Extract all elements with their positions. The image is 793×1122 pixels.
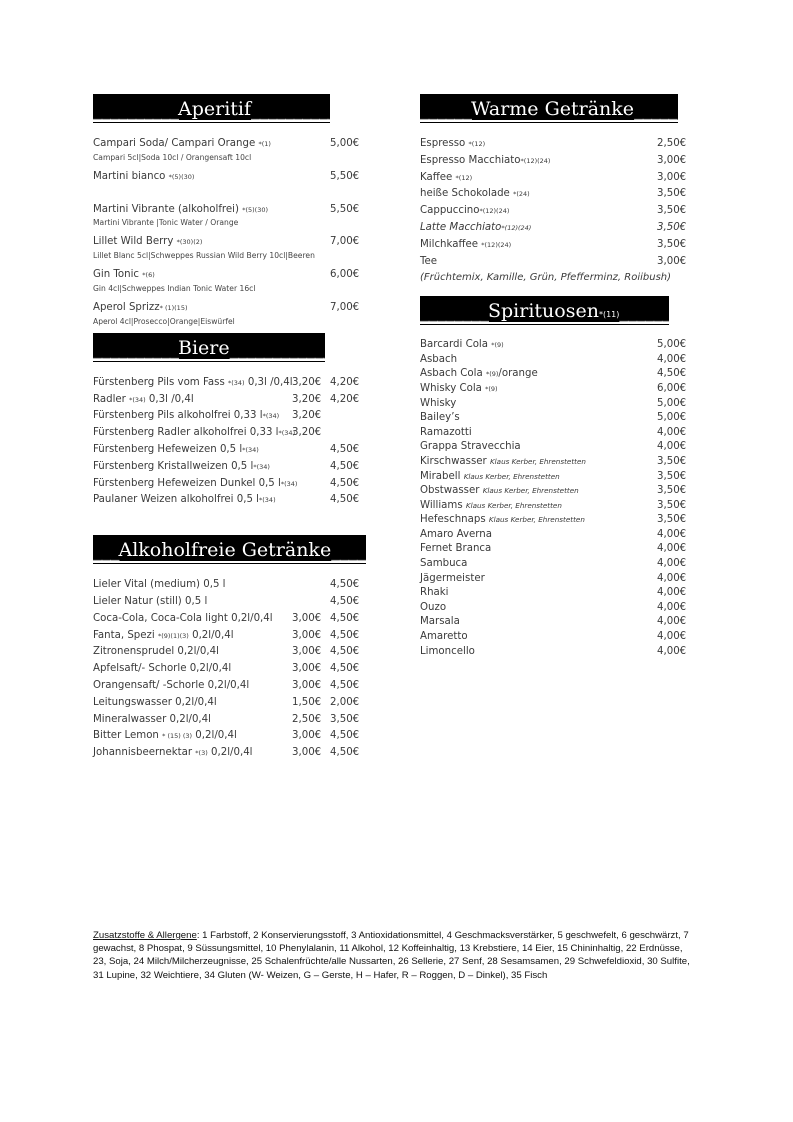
spirits-title-codes: *(11) [598, 310, 620, 320]
item-price: 3,50€ [657, 514, 687, 526]
alkoholfrei-title: Alkoholfreie Getränke [118, 539, 332, 562]
warm-list [420, 136, 695, 270]
item-name: Lieler Vital (medium) 0,5 l [93, 579, 226, 591]
spirits-row [420, 338, 695, 353]
item-description: Martini Vibrante |Tonic Water / Orange [93, 218, 239, 228]
allergen-codes: *(12) [468, 140, 486, 148]
item-price: 7,00€ [330, 236, 360, 248]
item-price: 4,00€ [657, 645, 687, 657]
item-name: Jägermeister [420, 572, 485, 584]
item-size: 0,2l/0,4l [192, 730, 237, 742]
item-name: Whisky Cola [420, 382, 486, 394]
item-name: Fürstenberg Kristallweizen 0,5 l [93, 460, 254, 472]
spirits-row [420, 572, 695, 587]
item-name: Martini bianco [93, 170, 169, 182]
item-name: Grappa Stravecchia [420, 441, 521, 453]
aperitif-row [93, 300, 373, 317]
allergen-codes: * (15) (3) [162, 732, 193, 741]
spirits-row [420, 411, 695, 426]
item-price: 3,50€ [657, 455, 687, 467]
item-name: Johannisbeernektar [93, 747, 196, 759]
warm-row [420, 254, 695, 271]
spirits-row [420, 542, 695, 557]
allergen-codes: *(9) [485, 384, 498, 393]
item-name: Coca-Cola, Coca-Cola light 0,2l/0,4l [93, 612, 273, 624]
item-name: Apfelsaft/- Schorle 0,2l/0,4l [93, 663, 232, 675]
allergen-codes: *(1) [258, 140, 271, 148]
alkoholfrei-row [93, 611, 373, 628]
item-name: Cappuccino [420, 205, 480, 217]
item-price: 4,00€ [657, 616, 687, 628]
spirits-row [420, 586, 695, 601]
item-price-small: 3,00€ [292, 730, 322, 742]
item-price: 5,00€ [330, 138, 360, 149]
allergen-footnote [93, 929, 693, 982]
item-description: Gin 4cl|Schweppes Indian Tonic Water 16cl [93, 283, 256, 293]
spirits-row [420, 601, 695, 616]
spirits-row [420, 382, 695, 397]
spirits-row [420, 426, 695, 441]
item-name: Barcardi Cola [420, 339, 492, 351]
item-note: Klaus Kerber, Ehrenstetten [488, 515, 585, 525]
item-price-small: 3,20€ [292, 393, 322, 405]
aperitif-title: Aperitif [178, 98, 252, 120]
warm-row [420, 153, 695, 170]
aperitif-item [93, 300, 373, 326]
item-price-small: 3,00€ [292, 663, 322, 675]
item-price-large: 4,20€ [330, 393, 360, 405]
allergen-codes: *(12)(24) [481, 240, 512, 249]
item-name: Sambuca [420, 558, 468, 570]
item-price: 2,50€ [657, 138, 687, 149]
biere-row [93, 459, 373, 476]
item-name: Campari Soda/ Campari Orange [93, 138, 259, 149]
item-price-small: 2,50€ [292, 713, 322, 725]
item-name: Fürstenberg Pils vom Fass [93, 376, 228, 388]
alkoholfrei-row [93, 678, 373, 695]
item-name: Williams [420, 499, 466, 511]
item-name: Asbach [420, 353, 458, 365]
item-price-small: 1,50€ [292, 696, 322, 708]
item-price-small: 3,20€ [292, 427, 322, 439]
item-description: Lillet Blanc 5cl|Schweppes Russian Wild Berry 10cl|Beeren [93, 251, 315, 261]
item-note: /orange [498, 368, 538, 380]
alkoholfrei-list [93, 577, 373, 762]
item-name: Hefeschnaps [420, 514, 489, 526]
biere-row [93, 375, 373, 392]
item-name: Leitungswasser 0,2l/0,4l [93, 696, 217, 708]
allergen-codes: *(9) [491, 341, 504, 350]
item-price-small: 3,00€ [292, 612, 322, 624]
item-price-large: 4,50€ [330, 679, 360, 691]
aperitif-header: __________Aperitif__________ [93, 94, 330, 122]
item-note: Klaus Kerber, Ehrenstetten [465, 500, 562, 510]
item-name: heiße Schokolade [420, 188, 514, 200]
allergen-codes: *(12)(24) [501, 223, 532, 232]
warm-row [420, 203, 695, 220]
biere-row [93, 408, 373, 425]
item-name: Orangensaft/ -Schorle 0,2l/0,4l [93, 679, 250, 691]
item-name: Zitronensprudel 0,2l/0,4l [93, 646, 219, 658]
item-price: 4,00€ [657, 572, 687, 584]
item-size: 0,3l /0,4l [244, 376, 293, 388]
spirits-row [420, 440, 695, 455]
item-price-small: 3,00€ [292, 747, 322, 759]
allergen-codes: *(34) [228, 378, 245, 387]
spirits-row [420, 630, 695, 645]
item-price: 3,50€ [657, 188, 687, 200]
warm-row [420, 136, 695, 153]
item-price: 3,50€ [657, 470, 687, 482]
allergen-codes: *(12)(24) [479, 207, 510, 216]
alkoholfrei-header: ___Alkoholfreie Getränke____ [93, 535, 366, 563]
item-price-large: 4,50€ [330, 460, 360, 472]
item-name: Espresso [420, 138, 469, 149]
item-price-large: 4,50€ [330, 663, 360, 675]
item-price-small: 3,00€ [292, 629, 322, 641]
item-description: Aperol 4cl|Prosecco|Orange|Eiswürfel [93, 316, 235, 326]
item-price: 3,50€ [657, 238, 687, 250]
allergen-codes: *(34) [129, 395, 146, 404]
item-price: 5,00€ [657, 397, 687, 409]
item-price: 4,00€ [657, 543, 687, 555]
biere-row [93, 492, 373, 509]
spirits-row [420, 528, 695, 543]
spirits-row [420, 557, 695, 572]
item-price: 3,50€ [657, 485, 687, 497]
item-price-small: 3,20€ [292, 410, 322, 422]
item-name: Fürstenberg Radler alkoholfrei 0,33 l [93, 427, 279, 439]
spirits-row [420, 397, 695, 412]
allergen-footnote-lead: Zusatzstoffe & Allergene [93, 930, 197, 941]
item-price-large: 4,50€ [330, 595, 360, 607]
item-price: 6,00€ [330, 269, 360, 281]
biere-header: __________Biere____________ [93, 333, 325, 361]
item-note: Klaus Kerber, Ehrenstetten [489, 456, 586, 466]
item-name: Whisky [420, 397, 457, 409]
aperitif-item [93, 267, 373, 293]
warm-header: ______Warme Getränke_____ [420, 94, 678, 122]
aperitif-list [93, 136, 373, 326]
item-name: Fürstenberg Hefeweizen Dunkel 0,5 l [93, 477, 281, 489]
item-name: Bitter Lemon [93, 730, 163, 742]
item-price: 5,50€ [330, 203, 360, 215]
allergen-codes: * (1)(15) [159, 303, 188, 312]
allergen-codes: *(3) [195, 749, 208, 758]
item-name: Tee [420, 255, 438, 267]
item-name: Rhaki [420, 587, 449, 599]
item-price-large: 4,50€ [330, 579, 360, 591]
allergen-codes: *(24) [513, 190, 530, 199]
item-note: Klaus Kerber, Ehrenstetten [482, 486, 579, 496]
biere-list [93, 375, 373, 509]
item-price-large: 4,50€ [330, 494, 360, 506]
alkoholfrei-row [93, 594, 373, 611]
spirits-list [420, 338, 695, 659]
spirits-row [420, 367, 695, 382]
spirits-row [420, 513, 695, 528]
item-price: 4,00€ [657, 528, 687, 540]
item-name: Paulaner Weizen alkoholfrei 0,5 l [93, 494, 260, 506]
spirits-header: ________Spirituosen*(11)_________ [420, 296, 669, 324]
warm-row [420, 170, 695, 187]
allergen-codes: *(9) [485, 370, 499, 379]
item-name: Fanta, Spezi [93, 629, 158, 641]
spirits-row [420, 484, 695, 499]
allergen-codes: *(9)(1)(3) [157, 631, 189, 640]
alkoholfrei-row [93, 628, 373, 645]
allergen-codes: *(12)(24) [520, 156, 551, 165]
item-price: 7,00€ [330, 301, 360, 313]
aperitif-row [93, 136, 373, 153]
item-name: Fürstenberg Pils alkoholfrei 0,33 l [93, 410, 263, 422]
biere-row [93, 476, 373, 493]
item-name: Marsala [420, 616, 460, 628]
allergen-codes: *(5)(30) [242, 205, 269, 214]
item-name: Fernet Branca [420, 543, 492, 555]
item-name: Milchkaffee [420, 238, 482, 250]
item-name: Limoncello [420, 645, 475, 657]
item-size: 0,3l /0,4l [145, 393, 194, 405]
spirits-row [420, 470, 695, 485]
alkoholfrei-row [93, 728, 373, 745]
allergen-codes: *(6) [142, 271, 155, 280]
alkoholfrei-row [93, 644, 373, 661]
spirits-row [420, 615, 695, 630]
aperitif-item [93, 169, 373, 186]
spirits-row [420, 353, 695, 368]
biere-row [93, 442, 373, 459]
warm-row [420, 186, 695, 203]
alkoholfrei-row [93, 695, 373, 712]
item-name: Gin Tonic [93, 269, 143, 281]
aperitif-row [93, 202, 373, 219]
item-price: 4,00€ [657, 441, 687, 453]
item-name: Amaretto [420, 631, 468, 643]
alkoholfrei-row [93, 577, 373, 594]
item-name: Espresso Macchiato [420, 154, 521, 166]
item-price-large: 4,50€ [330, 477, 360, 489]
item-name: Mineralwasser 0,2l/0,4l [93, 713, 211, 725]
item-price-large: 4,50€ [330, 612, 360, 624]
item-name: Amaro Averna [420, 528, 492, 540]
item-price-large: 3,50€ [330, 713, 360, 725]
warm-title: Warme Getränke [471, 98, 635, 120]
item-name: Bailey’s [420, 412, 460, 424]
item-name: Asbach Cola [420, 368, 486, 380]
item-name: Latte Macchiato [420, 221, 502, 233]
item-price-large: 4,50€ [330, 629, 360, 641]
item-price: 3,00€ [657, 154, 687, 166]
item-name: Obstwasser [420, 485, 483, 497]
allergen-codes: *(34) [253, 462, 270, 471]
item-price: 5,00€ [657, 412, 687, 424]
item-price: 4,00€ [657, 631, 687, 643]
spirits-row [420, 499, 695, 514]
biere-row [93, 425, 373, 442]
item-name: Ouzo [420, 601, 447, 613]
item-price-small: 3,20€ [292, 376, 322, 388]
right-column [420, 94, 695, 659]
item-price-large: 4,50€ [330, 747, 360, 759]
biere-row [93, 392, 373, 409]
item-price: 4,00€ [657, 353, 687, 365]
biere-title: Biere [178, 336, 230, 359]
allergen-codes: *(34) [242, 445, 259, 454]
item-price-small: 3,00€ [292, 646, 322, 658]
alkoholfrei-row [93, 712, 373, 729]
item-name: Radler [93, 393, 130, 405]
item-price-large: 4,50€ [330, 443, 360, 455]
aperitif-item [93, 234, 373, 260]
aperitif-item [93, 136, 373, 162]
item-note: Klaus Kerber, Ehrenstetten [463, 471, 560, 481]
tea-note: (Früchtemix, Kamille, Grün, Pfefferminz, Roiibush) [420, 272, 672, 284]
aperitif-row [93, 234, 373, 251]
item-price: 4,50€ [657, 368, 687, 380]
alkoholfrei-row [93, 745, 373, 762]
item-price: 3,00€ [657, 171, 687, 183]
item-name: Lillet Wild Berry [93, 236, 177, 248]
spirits-row [420, 645, 695, 660]
warm-row [420, 237, 695, 254]
item-name: Martini Vibrante (alkoholfrei) [93, 203, 243, 215]
item-name: Lieler Natur (still) 0,5 l [93, 595, 208, 607]
allergen-codes: *(5)(30) [168, 172, 195, 181]
item-name: Ramazotti [420, 426, 472, 438]
item-price: 3,00€ [657, 255, 687, 267]
aperitif-item [93, 202, 373, 228]
left-column [93, 94, 373, 762]
item-price: 4,00€ [657, 426, 687, 438]
item-name: Aperol Sprizz [93, 301, 160, 313]
aperitif-row [93, 169, 373, 186]
item-price-large: 4,20€ [330, 376, 360, 388]
allergen-codes: *(34) [259, 496, 276, 505]
spirits-row [420, 455, 695, 470]
item-price-large: 4,50€ [330, 730, 360, 742]
item-name: Kaffee [420, 171, 456, 183]
item-price-small: 3,00€ [292, 679, 322, 691]
item-price: 4,00€ [657, 587, 687, 599]
item-price-large: 4,50€ [330, 646, 360, 658]
allergen-codes: *(12) [455, 173, 473, 182]
aperitif-row [93, 267, 373, 284]
item-size: 0,2l/0,4l [188, 629, 234, 641]
item-size: 0,2l/0,4l [207, 747, 253, 759]
item-price: 5,00€ [657, 339, 687, 351]
alkoholfrei-row [93, 661, 373, 678]
spirits-title: Spirituosen [488, 300, 599, 323]
item-name: Kirschwasser [420, 455, 490, 467]
item-name: Fürstenberg Hefeweizen 0,5 l [93, 443, 243, 455]
item-price: 3,50€ [657, 221, 687, 233]
allergen-codes: *(34) [280, 479, 298, 488]
item-price-large: 2,00€ [330, 696, 360, 708]
item-price: 3,50€ [657, 205, 687, 217]
item-description: Campari 5cl|Soda 10cl / Orangensaft 10cl [93, 152, 252, 162]
allergen-footnote-text: : 1 Farbstoff, 2 Konservierungsstoff, 3 Antioxidationsmittel, 4 Geschmacksverstärker, 5 geschwefelt, 6 geschwärzt, 7 gewachst, 8 Phospat, 9 Süssungsmittel, 10 Phenylalanin, 11 Alkohol, 12 Koffeinhaltig, 13 Krebstiere, 14 Eier, 15 Chininhaltig, 22 Erdnüsse, 23, Soja, 24 Milch/Milcherzeugnisse, 25 Schalenfrüchte/alle Nussarten, 26 Sellerie, 27 Senf, 28 Sesamsamen, 29 Schwefeldioxid, 30 Sulfite, 31 Lupine, 32 Weichtiere, 34 Gluten (W- Weizen, G – Gerste, H – Hafer, R – Roggen, D – Dinkel), 35 Fisch [93, 930, 690, 981]
warm-row [420, 220, 695, 237]
item-price: 6,00€ [657, 382, 687, 394]
item-price: 4,00€ [657, 601, 687, 613]
item-name: Mirabell [420, 470, 464, 482]
item-price: 4,00€ [657, 558, 687, 570]
item-price: 3,50€ [657, 499, 687, 511]
allergen-codes: *(30)(2) [176, 238, 203, 247]
item-price: 5,50€ [330, 170, 360, 182]
allergen-codes: *(34) [262, 412, 280, 421]
allergen-codes: *(34) [278, 429, 296, 438]
